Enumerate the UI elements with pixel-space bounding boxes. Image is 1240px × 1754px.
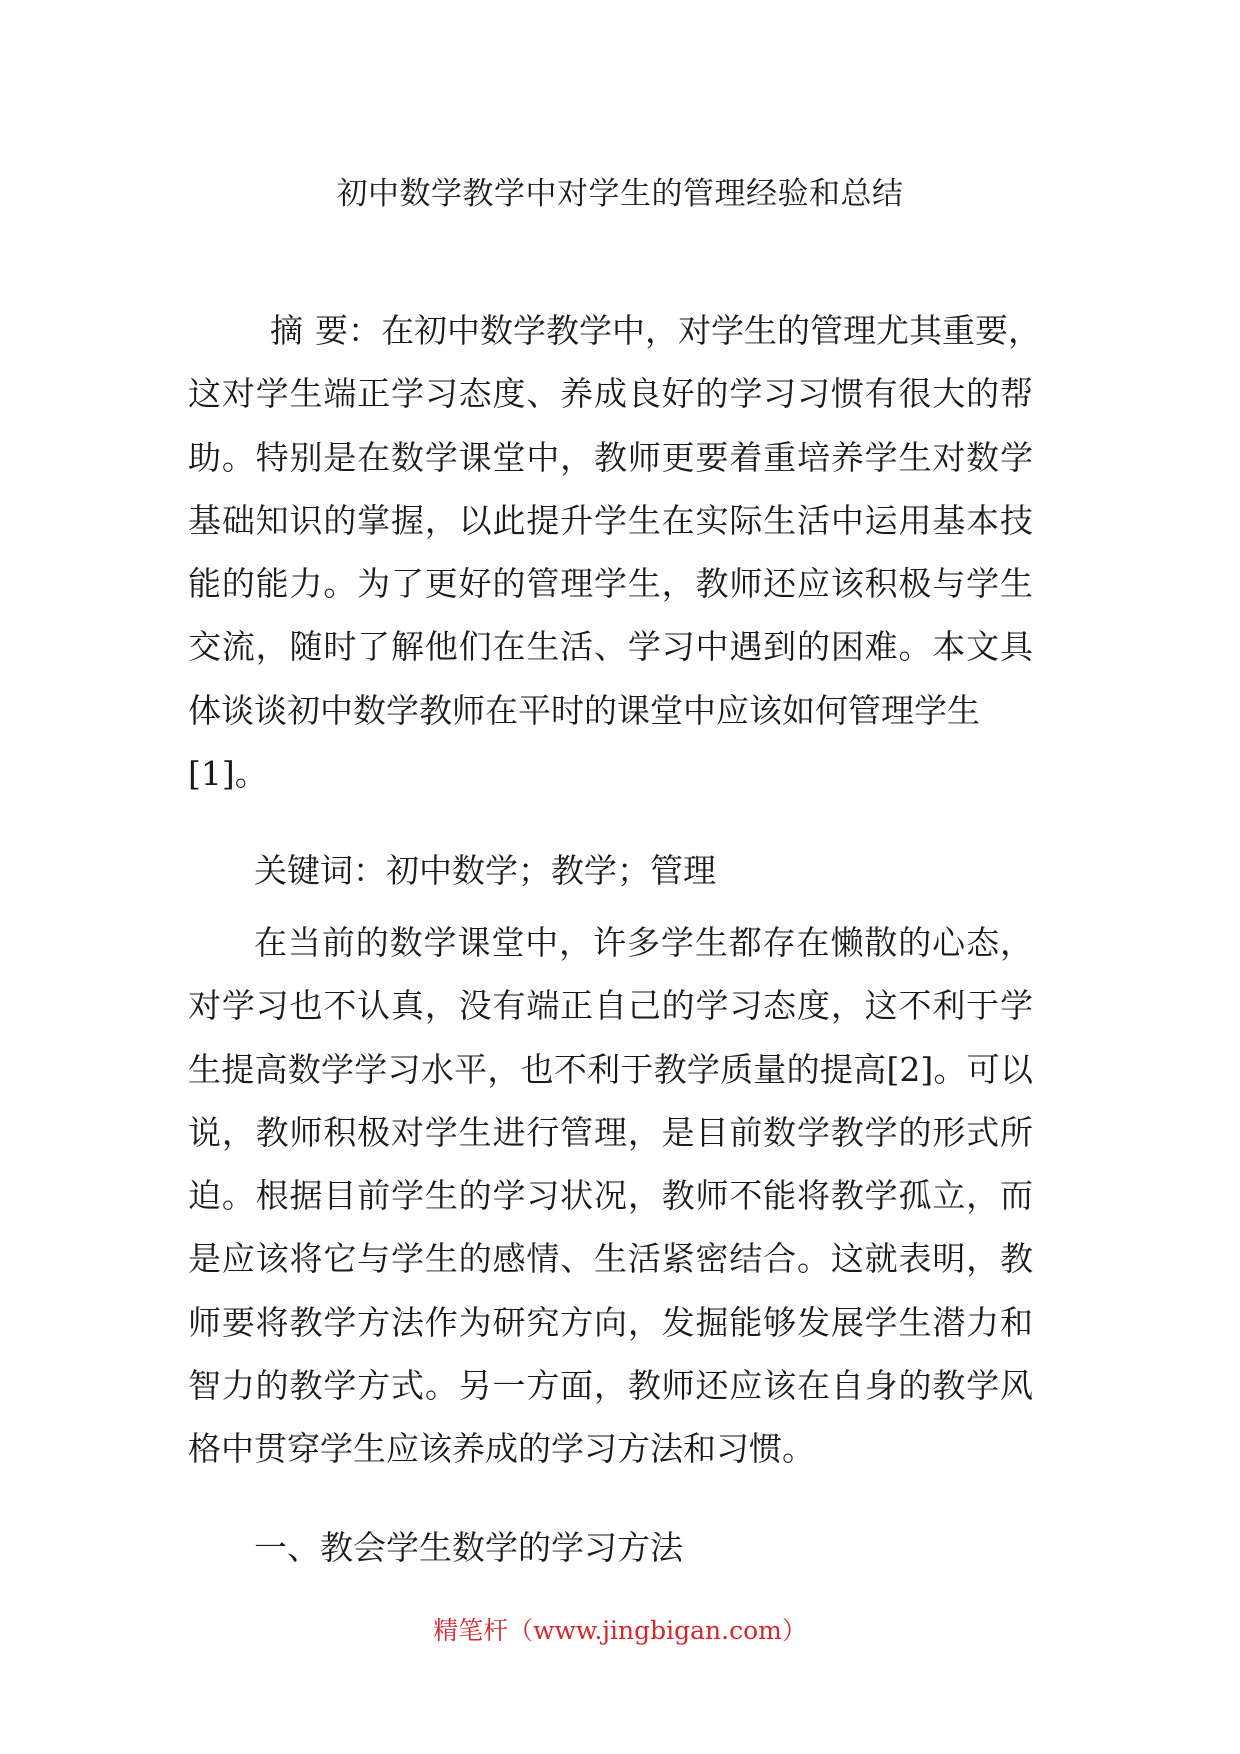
abstract-line: 这对学生端正学习态度、养成良好的学习习惯有很大的帮 xyxy=(188,374,1033,414)
abstract-line: [1]。 xyxy=(188,754,268,794)
paragraph-line: 生提高数学学习水平，也不利于教学质量的提高[2]。可以 xyxy=(188,1049,1033,1089)
abstract-label-1: 摘 xyxy=(270,311,303,350)
keywords: 关键词：初中数学；教学；管理 xyxy=(254,851,716,890)
abstract-line: 能的能力。为了更好的管理学生，教师还应该积极与学生 xyxy=(188,564,1033,604)
paragraph-line: 对学习也不认真，没有端正自己的学习态度，这不利于学 xyxy=(188,986,1033,1026)
body-paragraph xyxy=(188,911,1033,1481)
paragraph-line: 格中贯穿学生应该养成的学习方法和习惯。 xyxy=(188,1429,815,1469)
footer-watermark: 精笔杆（www.jingbigan.com） xyxy=(433,1616,807,1645)
paragraph-line: 师要将教学方法作为研究方向，发掘能够发展学生潜力和 xyxy=(188,1302,1033,1342)
paragraph-line: 智力的教学方式。另一方面，教师还应该在自身的教学风 xyxy=(188,1366,1033,1406)
section-heading: 一、教会学生数学的学习方法 xyxy=(254,1528,683,1567)
paragraph-line: 在当前的数学课堂中，许多学生都存在懒散的心态， xyxy=(254,923,1033,962)
paragraph-line: 是应该将它与学生的感情、生活紧密结合。这就表明，教 xyxy=(188,1239,1033,1279)
abstract-line: 助。特别是在数学课堂中，教师更要着重培养学生对数学 xyxy=(188,437,1033,477)
abstract-label-2: 要： xyxy=(315,311,381,350)
paragraph-line: 迫。根据目前学生的学习状况，教师不能将教学孤立，而 xyxy=(188,1176,1033,1216)
paragraph-line: 说，教师积极对学生进行管理，是目前数学教学的形式所 xyxy=(188,1112,1033,1152)
abstract xyxy=(188,299,1041,805)
document-title: 初中数学教学中对学生的管理经验和总结 xyxy=(336,176,904,212)
abstract-line: 体谈谈初中数学教师在平时的课堂中应该如何管理学生 xyxy=(188,690,980,730)
abstract-line xyxy=(188,299,1041,362)
abstract-line: 基础知识的掌握，以此提升学生在实际生活中运用基本技 xyxy=(188,500,1033,540)
abstract-line: 交流，随时了解他们在生活、学习中遇到的困难。本文具 xyxy=(188,627,1033,667)
abstract-text: 在初中数学教学中，对学生的管理尤其重要， xyxy=(381,311,1041,350)
